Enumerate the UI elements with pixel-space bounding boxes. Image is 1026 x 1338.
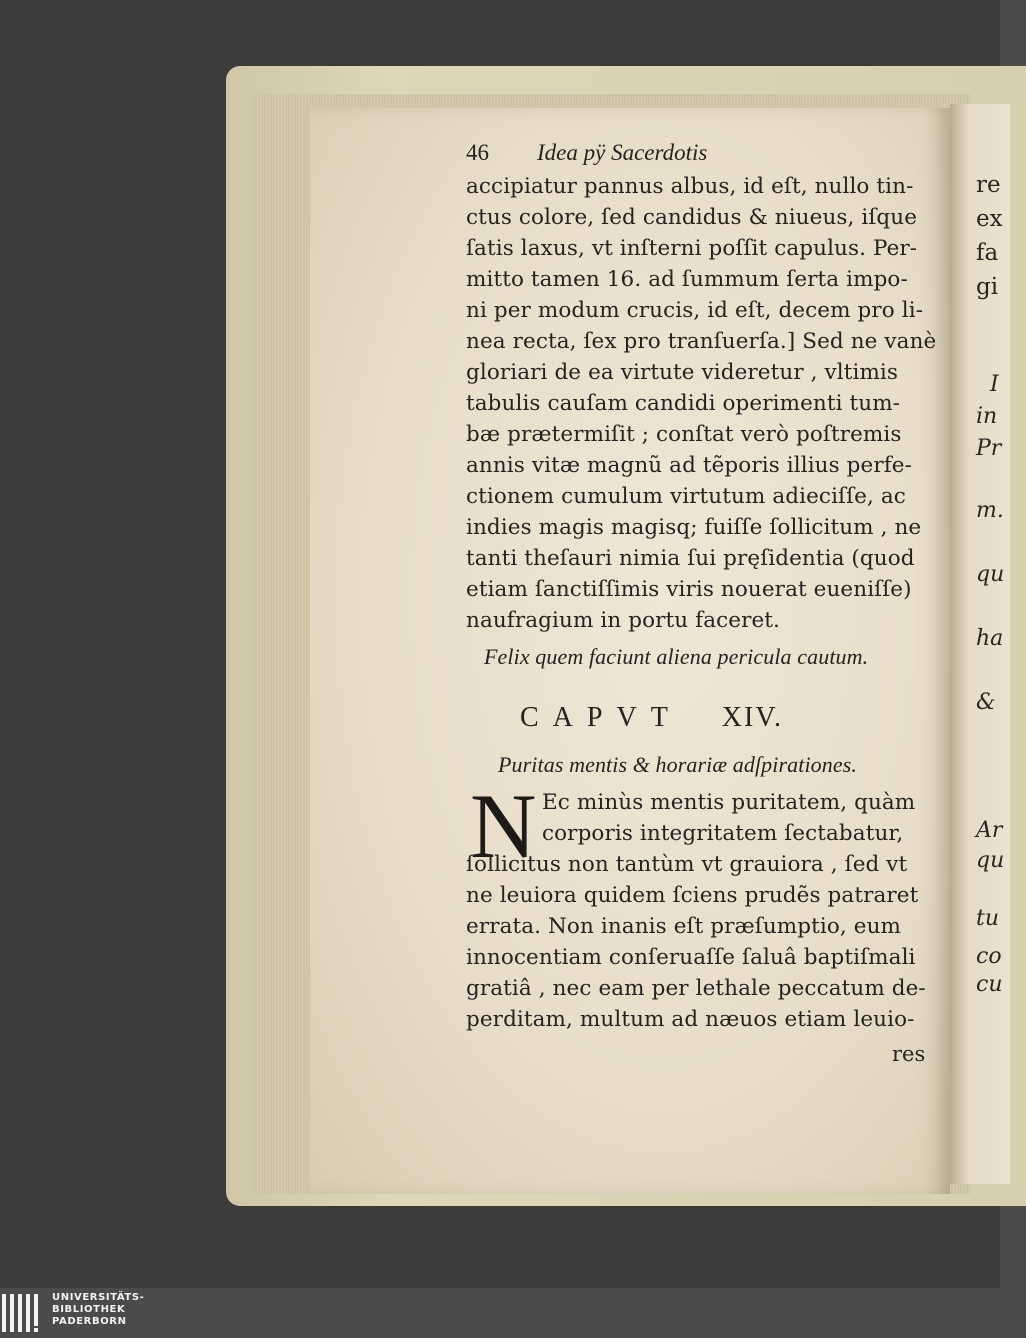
text-line: indies magis magisq; fuiſſe ſollicitum , ne [466, 515, 922, 540]
right-page-fragment: I [990, 372, 999, 397]
text-line: ni per modum crucis, id eſt, decem pro li- [466, 298, 924, 323]
text-line: innocentiam conſeruaſſe ſaluâ baptiſmali [466, 945, 916, 970]
text-line: naufragium in portu faceret. [466, 608, 780, 633]
running-header [466, 140, 707, 166]
right-page-fragment: ha [976, 626, 1004, 651]
chapter-number: XIV. [721, 702, 783, 733]
chapter-label: CAPVT [520, 702, 682, 733]
text-line: Ec minùs mentis puritatem, quàm [542, 790, 916, 815]
text-line: bæ prætermiſit ; conſtat verò poſtremis [466, 422, 902, 447]
right-page-fragment: ex [976, 206, 1003, 232]
right-page-fragment: co [976, 944, 1002, 969]
text-line: ſatis laxus, vt inſterni poſſit capulus. Per- [466, 236, 918, 261]
right-page-fragment: cu [976, 972, 1003, 997]
right-page-fragment: in [976, 404, 998, 429]
text-line: tabulis cauſam candidi operimenti tum- [466, 391, 901, 416]
right-page-fragment: Pr [976, 436, 1002, 461]
library-name-line: BIBLIOTHEK [52, 1304, 126, 1315]
page-number: 46 [466, 140, 489, 165]
chapter-title: Puritas mentis & horariæ adſpirationes. [498, 752, 857, 777]
right-page-fragment: qu [976, 848, 1005, 873]
running-title: Idea pÿ Sacerdotis [537, 140, 708, 165]
library-logo-icon [0, 1290, 48, 1334]
library-name-line: PADERBORN [52, 1316, 127, 1327]
library-name-line: UNIVERSITÄTS- [52, 1292, 145, 1303]
right-page-fragment: Ar [976, 818, 1003, 843]
text-line: mitto tamen 16. ad ſummum ſerta impo- [466, 267, 908, 292]
right-page-fragment: re [976, 172, 1001, 198]
text-line: ſollicitus non tantùm vt grauiora , ſed vt [466, 852, 908, 877]
text-line: ctus colore, ſed candidus & niueus, iſque [466, 205, 918, 230]
right-page-fragment: tu [976, 906, 1000, 931]
text-line: ctionem cumulum virtutum adieciſſe, ac [466, 484, 906, 509]
library-footer [0, 1288, 1000, 1338]
quote-line: Felix quem faciunt aliena pericula cautum. [484, 644, 869, 669]
text-line: annis vitæ magnũ ad tẽporis illius perfe- [466, 453, 912, 478]
text-line: ne leuiora quidem ſciens prudẽs patraret [466, 883, 919, 908]
drop-cap: N [470, 775, 537, 877]
text-line: etiam ſanctiſſimis viris nouerat eueniſſe) [466, 577, 912, 602]
catchword: res [892, 1042, 926, 1066]
text-line: corporis integritatem ſectabatur, [542, 821, 904, 846]
text-line: errata. Non inanis eſt præſumptio, eum [466, 914, 902, 939]
text-line: nea recta, ſex pro tranſuerſa.] Sed ne vanè [466, 329, 937, 354]
right-page-fragment: & [976, 690, 996, 715]
text-line: gloriari de ea virtute videretur , vltimis [466, 360, 899, 385]
chapter-heading [520, 702, 783, 734]
right-page-fragment: gi [976, 274, 999, 300]
text-line: perditam, multum ad næuos etiam leuio- [466, 1007, 915, 1032]
text-line: gratiâ , nec eam per lethale peccatum de- [466, 976, 926, 1001]
text-line: accipiatur pannus albus, id eſt, nullo tin- [466, 174, 914, 199]
right-page-fragment: m. [976, 498, 1004, 523]
text-line: tanti theſauri nimia ſui pręſidentia (quod [466, 546, 915, 571]
right-page-fragment: qu [976, 562, 1005, 587]
right-page-fragment: fa [976, 240, 999, 266]
